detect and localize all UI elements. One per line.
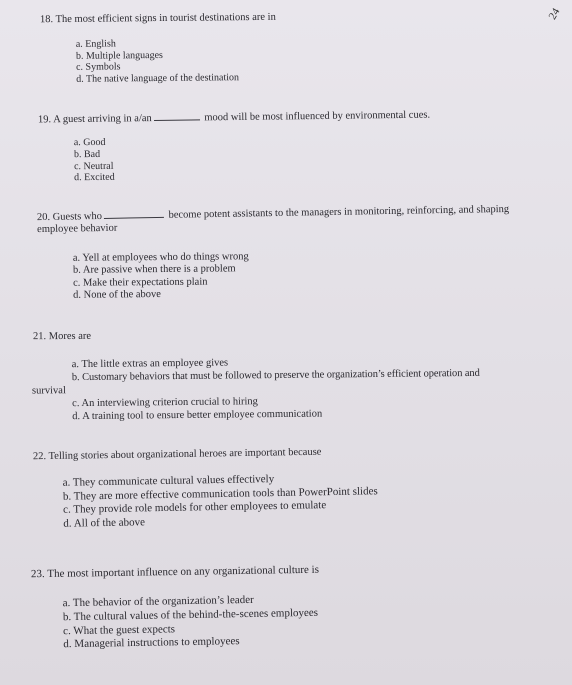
question-text-before: A guest arriving in a/an	[53, 113, 152, 126]
question-22	[33, 446, 322, 464]
option: d. None of the above	[73, 288, 161, 301]
option: d. All of the above	[63, 515, 146, 530]
question-20	[37, 204, 510, 236]
question-number: 22.	[32, 451, 47, 463]
option: d. Excited	[74, 172, 115, 184]
question-text-before: Guests who	[52, 210, 103, 223]
answer-blank	[104, 217, 164, 219]
option: d. The native language of the destination	[76, 71, 240, 85]
option: c. Symbols	[76, 61, 121, 73]
option: b. Are passive when there is a problem	[72, 263, 236, 277]
option: a. Good	[73, 136, 106, 149]
option: c. Make their expectations plain	[73, 276, 208, 289]
option: d. Managerial instructions to employees	[63, 635, 240, 651]
question-text: The most important influence on any organizational culture is	[47, 563, 320, 581]
option: c. Neutral	[74, 160, 114, 172]
page-number: 24	[546, 6, 563, 22]
question-21-options	[31, 354, 481, 423]
question-22-options	[63, 471, 379, 530]
question-19-options	[74, 137, 115, 185]
question-21	[33, 330, 91, 343]
option: a. Yell at employees who do things wrong	[72, 251, 249, 264]
question-23	[31, 564, 319, 582]
option: c. What the guest expects	[63, 622, 176, 637]
option: d. A training tool to ensure better employee communication	[72, 408, 323, 423]
question-18	[40, 11, 276, 26]
question-text: Telling stories about organizational heroes are important because	[48, 446, 322, 463]
option: a. They communicate cultural values effectively	[62, 473, 275, 489]
option: b. Customary behaviors that must be followed to preserve the organization’s efficient operation and	[71, 367, 480, 384]
option: b. Multiple languages	[75, 49, 163, 62]
option: b. The cultural values of the behind-the-scenes employees	[62, 606, 319, 624]
option: b. They are more effective communication tools than PowerPoint slides	[62, 484, 378, 503]
question-text: The most efficient signs in tourist destinations are in	[55, 11, 276, 26]
question-number: 20.	[36, 211, 51, 224]
question-text-after: become potent assistants to the managers in monitoring, reinforcing, and shaping	[168, 203, 510, 221]
option: a. The little extras an employee gives	[71, 357, 229, 371]
option: c. An interviewing criterion crucial to hiring	[72, 396, 258, 410]
question-19	[38, 109, 430, 127]
question-number: 19.	[37, 114, 52, 126]
question-number: 18.	[39, 14, 54, 26]
option: a. English	[75, 38, 116, 50]
question-20-options	[73, 251, 249, 302]
answer-blank	[154, 119, 200, 121]
question-23-options	[63, 593, 319, 653]
option: c. They provide role models for other employees to emulate	[63, 499, 327, 516]
question-18-options	[76, 37, 239, 85]
question-text: Mores are	[48, 330, 92, 343]
option: a. The behavior of the organization’s leader	[62, 593, 254, 610]
option-continuation: survival	[31, 385, 66, 397]
question-number: 23.	[30, 568, 45, 581]
question-text-line2: employee behavior	[37, 222, 118, 236]
question-text-after: mood will be most influenced by environmental cues.	[204, 109, 431, 124]
option: b. Bad	[73, 148, 101, 160]
question-number: 21.	[32, 331, 47, 343]
